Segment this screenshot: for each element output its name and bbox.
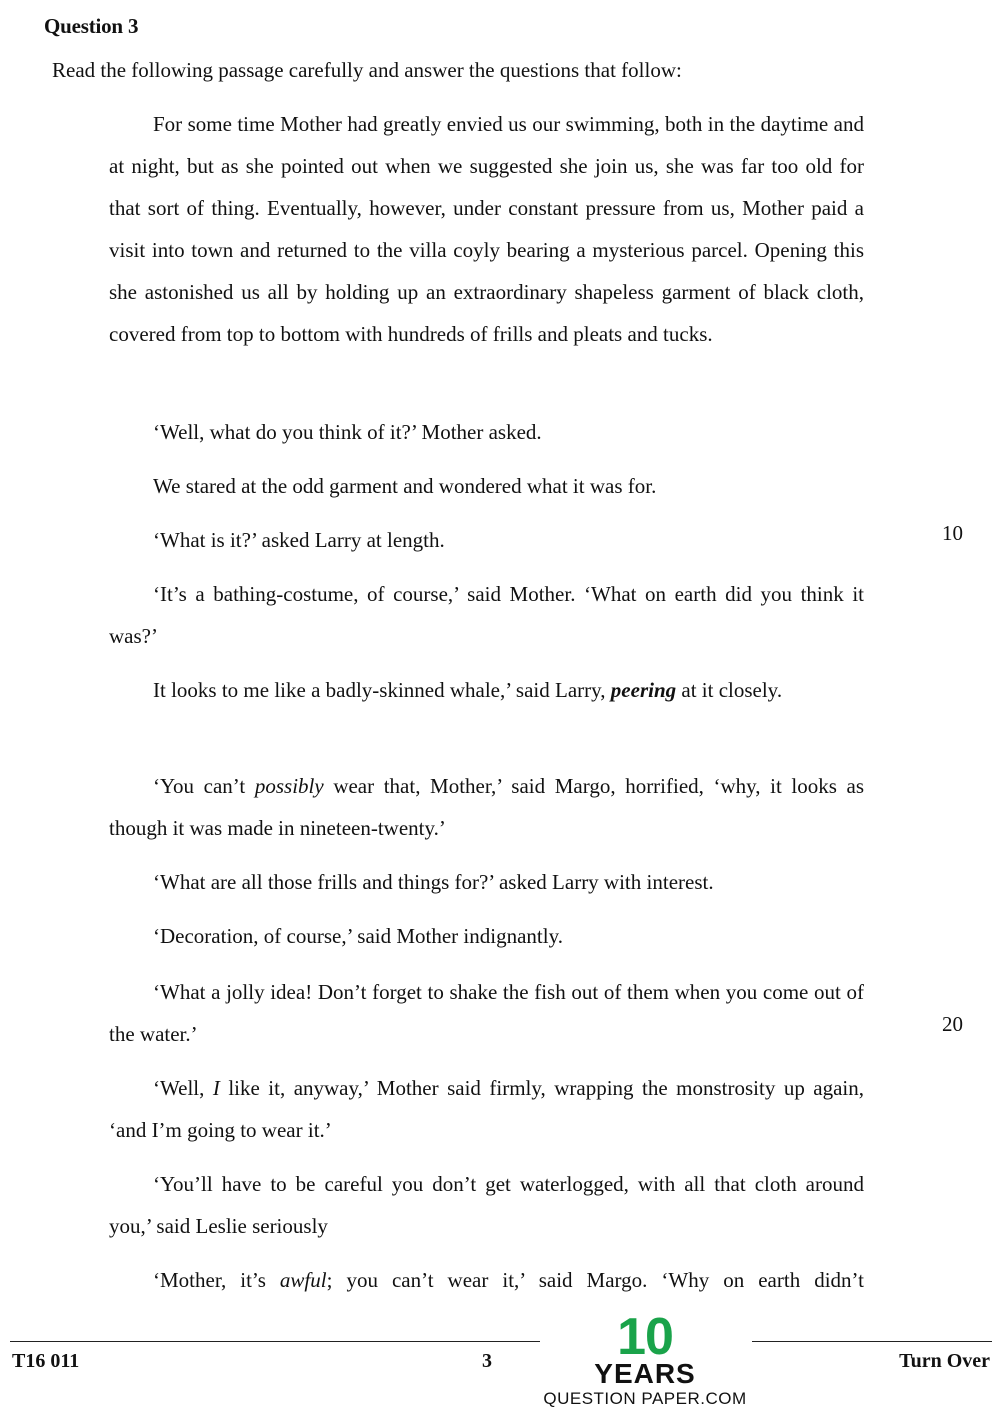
paper-code: T16 011 xyxy=(12,1350,80,1372)
passage-paragraph: ‘It’s a bathing-costume, of course,’ said Mother. ‘What on earth did you think it was?’ xyxy=(109,582,864,648)
line-number: 10 xyxy=(942,521,963,545)
emphasized-word: awful xyxy=(279,1268,327,1292)
passage-paragraph xyxy=(109,669,864,711)
passage-text: ‘Well, xyxy=(153,1076,205,1100)
passage-paragraph xyxy=(109,1259,864,1301)
question-heading: Question 3 xyxy=(44,14,139,38)
instruction-text: Read the following passage carefully and answer the questions that follow: xyxy=(52,58,682,82)
passage-text: ; you can’t wear it,’ said Margo. ‘Why on earth didn’t xyxy=(326,1268,864,1292)
passage-text: It looks to me like a badly-skinned whale,’ said Larry, xyxy=(153,678,606,702)
passage-text: at it closely. xyxy=(681,678,783,702)
emphasized-word: peering xyxy=(610,678,677,702)
emphasized-word: possibly xyxy=(254,774,324,798)
footer-rule-left xyxy=(10,1341,540,1342)
footer-rule-right xyxy=(752,1341,992,1342)
page-number: 3 xyxy=(482,1350,492,1372)
turn-over-label: Turn Over xyxy=(899,1350,990,1372)
passage-text: like it, anyway,’ Mother said firmly, wrapping the monstrosity up again, ‘and I’m going to wear it.’ xyxy=(109,1076,865,1142)
logo-years: YEARS xyxy=(594,1358,696,1389)
passage-text: ‘You can’t xyxy=(153,774,246,798)
passage-paragraph: ‘What is it?’ asked Larry at length. xyxy=(153,528,445,552)
passage-paragraph: For some time Mother had greatly envied us our swimming, both in the daytime and at night, but as she pointed out when we suggested she join us, she was far too old for that sort of thing. Eventually, however, under constant pressure from us, Mother paid a visit into town and returned to the villa coyly bearing a mysterious parcel. Opening this she astonished us all by holding up an extraordinary shapeless garment of black cloth, covered from top to bottom with hundreds of frills and pleats and tucks. xyxy=(109,112,864,346)
passage-text: ‘Mother, it’s xyxy=(153,1268,266,1292)
logo-number: 10 xyxy=(617,1308,673,1366)
logo-site: QUESTION PAPER.COM xyxy=(543,1389,747,1408)
passage-paragraph: ‘What a jolly idea! Don’t forget to shake the fish out of them when you come out of the water.’ xyxy=(109,980,864,1046)
line-number: 20 xyxy=(942,1012,963,1036)
passage-paragraph: ‘What are all those frills and things for?’ asked Larry with interest. xyxy=(153,870,714,894)
passage-paragraph xyxy=(109,765,864,849)
passage-paragraph: We stared at the odd garment and wondered what it was for. xyxy=(153,474,657,498)
passage-paragraph: ‘Well, what do you think of it?’ Mother asked. xyxy=(153,420,542,444)
emphasized-word: I xyxy=(212,1076,220,1100)
watermark-logo xyxy=(540,1308,750,1420)
passage-paragraph: ‘Decoration, of course,’ said Mother indignantly. xyxy=(153,924,563,948)
passage-paragraph: ‘You’ll have to be careful you don’t get waterlogged, with all that cloth around you,’ said Leslie seriously xyxy=(109,1172,864,1238)
passage-text: wear that, Mother,’ said Margo, horrified, ‘why, it looks as though it was made in nineteen-twenty.’ xyxy=(109,774,865,840)
passage-paragraph xyxy=(109,1067,864,1151)
